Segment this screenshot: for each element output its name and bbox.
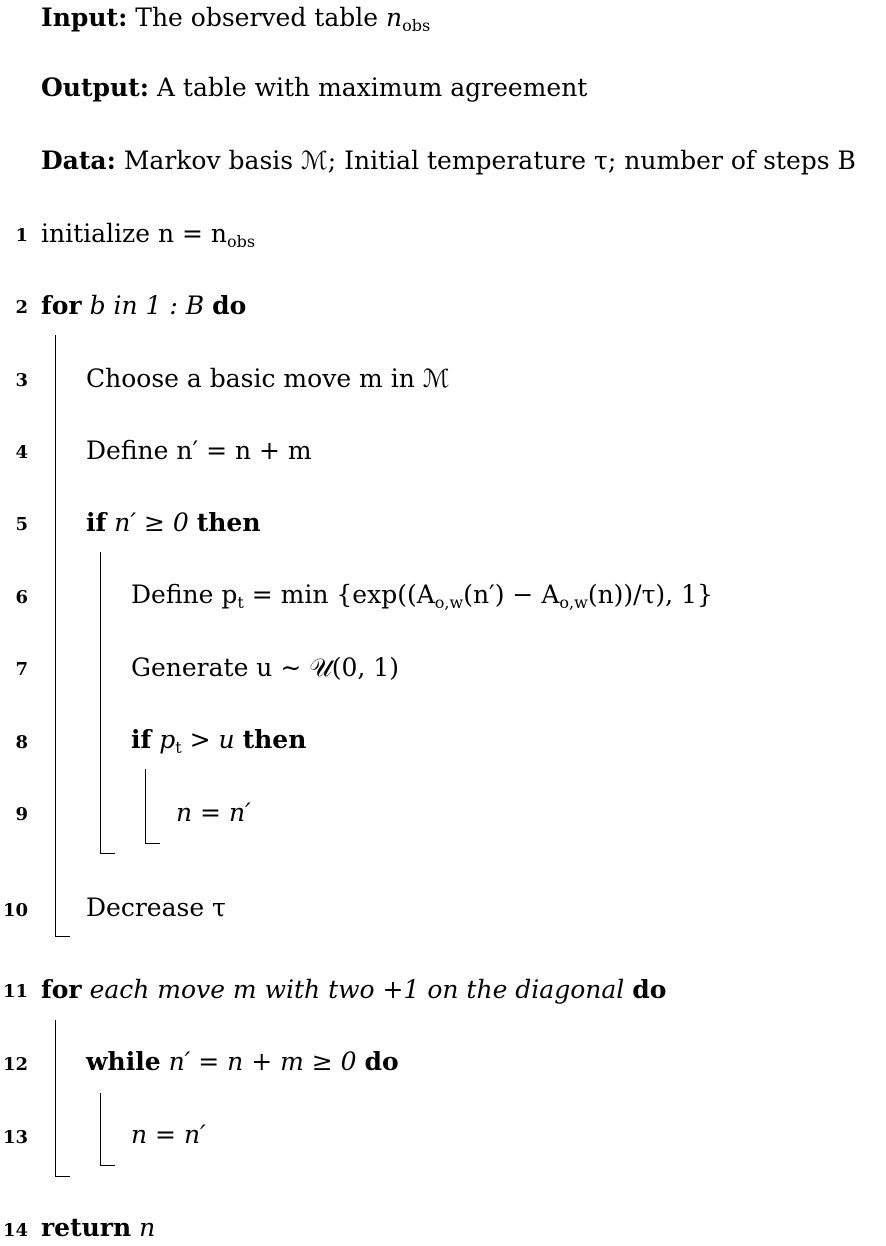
line-number: 4 [15,442,28,463]
step-subscript: t [237,593,244,612]
step-text-tail: = min {exp((A [243,580,435,609]
for-block-bar [55,335,70,937]
step-text-tail-3: (n))/τ), 1} [587,580,713,609]
step-4 [86,436,312,466]
input-subscript: obs [402,16,431,35]
line-number: 2 [15,297,28,318]
step-text: Choose a basic move m in ℳ [86,364,450,393]
step-12 [86,1047,399,1077]
step-subscript-3: o,w [559,593,588,612]
step-text: n [139,1213,156,1242]
step-10 [86,893,226,923]
step-1 [41,219,255,249]
line-number: 14 [2,1220,28,1241]
data-line [41,146,856,176]
keyword-then: then [242,725,307,754]
step-text: b in 1 : B [89,291,205,320]
step-3 [86,364,450,394]
data-label: Data: [41,146,116,175]
step-text: each move m with two +1 on the diagonal [89,975,625,1004]
keyword-then: then [196,508,261,537]
step-8 [131,725,306,755]
step-text: initialize n = n [41,219,227,248]
data-text: Markov basis ℳ; Initial temperature τ; number of steps B [123,146,856,175]
step-subscript-2: o,w [434,593,464,612]
input-line [41,3,430,33]
step-text: n = n′ [176,798,251,827]
keyword-if: if [86,508,107,537]
step-2 [41,291,246,321]
input-label: Input: [41,3,128,32]
keyword-return: return [41,1213,132,1242]
step-text: Define n′ = n + m [86,436,312,465]
input-symbol: n [385,3,403,32]
step-9 [176,798,251,828]
if-block-bar [100,552,115,854]
line-number: 8 [15,732,28,753]
step-5 [86,508,261,538]
line-number: 11 [2,981,28,1002]
step-text-tail: > u [181,725,235,754]
keyword-if: if [131,725,152,754]
step-text: Decrease τ [86,893,226,922]
step-subscript: obs [227,232,256,251]
line-number: 3 [15,370,28,391]
step-text: Generate u ∼ 𝒰(0, 1) [131,653,399,682]
step-text: p [159,725,176,754]
while-block-bar [100,1093,115,1166]
step-text: n′ ≥ 0 [114,508,189,537]
line-number: 13 [2,1127,28,1148]
step-text: Define p [131,580,238,609]
output-label: Output: [41,73,149,102]
step-text-tail-2: (n′) − A [463,580,560,609]
input-text: The observed table [135,3,386,32]
line-number: 6 [15,587,28,608]
output-line [41,73,587,103]
line-number: 1 [15,225,28,246]
keyword-do: do [212,291,247,320]
keyword-do: do [632,975,667,1004]
step-subscript: t [175,738,182,757]
keyword-while: while [86,1047,161,1076]
step-11 [41,975,666,1005]
step-6 [131,580,713,610]
keyword-for: for [41,291,82,320]
step-14 [41,1213,155,1243]
line-number: 9 [15,804,28,825]
step-7 [131,653,399,683]
output-text: A table with maximum agreement [156,73,588,102]
line-number: 5 [15,514,28,535]
keyword-for: for [41,975,82,1004]
inner-if-block-bar [145,769,160,844]
line-number: 12 [2,1054,28,1075]
keyword-do: do [364,1047,399,1076]
step-text: n = n′ [131,1120,206,1149]
line-number: 7 [15,659,28,680]
for-each-block-bar [55,1020,70,1177]
step-text: n′ = n + m ≥ 0 [168,1047,357,1076]
line-number: 10 [2,900,28,921]
step-13 [131,1120,206,1150]
